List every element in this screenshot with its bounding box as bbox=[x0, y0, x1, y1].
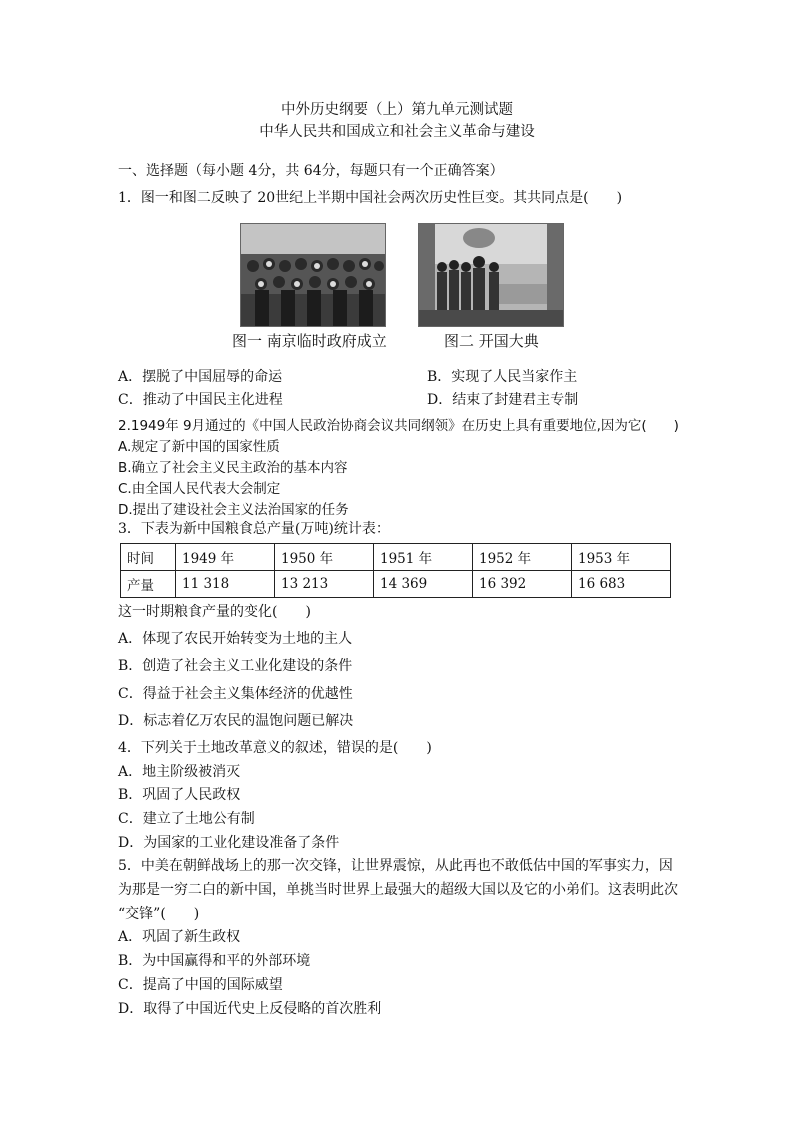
table-cell: 1949 年 bbox=[176, 544, 275, 571]
q3-option-b[interactable]: B．创造了社会主义工业化建设的条件 bbox=[118, 658, 353, 674]
q5-option-d[interactable]: D．取得了中国近代史上反侵略的首次胜利 bbox=[118, 1001, 382, 1017]
exam-subtitle: 中华人民共和国成立和社会主义革命与建设 bbox=[259, 124, 535, 140]
q4-option-d[interactable]: D．为国家的工业化建设准备了条件 bbox=[118, 835, 340, 851]
photo-crowd-illustration bbox=[241, 224, 385, 326]
table-cell: 16 392 bbox=[473, 571, 572, 598]
grain-output-table bbox=[120, 543, 671, 598]
q1-option-a[interactable]: A．摆脱了中国屈辱的命运 bbox=[118, 369, 283, 385]
q1-option-b[interactable]: B．实现了人民当家作主 bbox=[427, 369, 578, 385]
q4-option-a[interactable]: A．地主阶级被消灭 bbox=[118, 764, 241, 780]
q4-option-c[interactable]: C．建立了土地公有制 bbox=[118, 811, 255, 827]
q5-stem-line-3: “交锋”( ) bbox=[118, 906, 200, 922]
q2-option-c[interactable]: C.由全国人民代表大会制定 bbox=[118, 481, 281, 497]
table-cell: 13 213 bbox=[275, 571, 374, 598]
q3-option-c[interactable]: C．得益于社会主义集体经济的优越性 bbox=[118, 686, 353, 702]
q2-stem: 2.1949年 9月通过的《中国人民政治协商会议共同纲领》在历史上具有重要地位,因为它( ) bbox=[118, 418, 679, 434]
photo-ceremony-illustration bbox=[419, 224, 563, 326]
q5-option-b[interactable]: B．为中国赢得和平的外部环境 bbox=[118, 953, 311, 969]
table-cell: 时间 bbox=[121, 544, 176, 571]
table-cell: 14 369 bbox=[374, 571, 473, 598]
table-cell: 产量 bbox=[121, 571, 176, 598]
q5-option-a[interactable]: A．巩固了新生政权 bbox=[118, 929, 241, 945]
q3-option-a[interactable]: A．体现了农民开始转变为土地的主人 bbox=[118, 631, 353, 647]
q5-stem-line-1: 5．中美在朝鲜战场上的那一次交锋，让世界震惊，从此再也不敢低估中国的军事实力，因 bbox=[118, 858, 673, 874]
section-heading: 一、选择题（每小题 4分，共 64分，每题只有一个正确答案） bbox=[118, 163, 504, 179]
q5-stem-line-2: 为那是一穷二白的新中国，单挑当时世界上最强大的超级大国以及它的小弟们。这表明此次 bbox=[118, 882, 678, 898]
table-cell: 1950 年 bbox=[275, 544, 374, 571]
table-row bbox=[121, 571, 671, 598]
table-cell: 1952 年 bbox=[473, 544, 572, 571]
table-cell: 1953 年 bbox=[572, 544, 671, 571]
q3-follow: 这一时期粮食产量的变化( ) bbox=[118, 604, 311, 620]
q4-stem: 4．下列关于土地改革意义的叙述，错误的是( ) bbox=[118, 740, 432, 756]
q3-option-d[interactable]: D．标志着亿万农民的温饱问题已解决 bbox=[118, 713, 354, 729]
q5-option-c[interactable]: C．提高了中国的国际威望 bbox=[118, 977, 283, 993]
q1-option-c[interactable]: C．推动了中国民主化进程 bbox=[118, 392, 283, 408]
exam-title: 中外历史纲要（上）第九单元测试题 bbox=[281, 102, 513, 118]
q4-option-b[interactable]: B．巩固了人民政权 bbox=[118, 787, 241, 803]
q1-option-d[interactable]: D．结束了封建君主专制 bbox=[427, 392, 579, 408]
q2-option-a[interactable]: A.规定了新中国的国家性质 bbox=[118, 439, 280, 455]
photo-caption-2: 图二 开国大典 bbox=[444, 332, 539, 350]
table-cell: 1951 年 bbox=[374, 544, 473, 571]
photo-caption-1: 图一 南京临时政府成立 bbox=[232, 332, 387, 350]
table-cell: 16 683 bbox=[572, 571, 671, 598]
table-cell: 11 318 bbox=[176, 571, 275, 598]
table-row bbox=[121, 544, 671, 571]
photo-nanjing-government bbox=[240, 223, 386, 327]
q3-stem: 3．下表为新中国粮食总产量(万吨)统计表： bbox=[118, 521, 390, 537]
q2-option-d[interactable]: D.提出了建设社会主义法治国家的任务 bbox=[118, 502, 349, 518]
q2-option-b[interactable]: B.确立了社会主义民主政治的基本内容 bbox=[118, 460, 348, 476]
photo-founding-ceremony bbox=[418, 223, 564, 327]
q1-stem: 1．图一和图二反映了 20世纪上半期中国社会两次历史性巨变。其共同点是( ) bbox=[118, 190, 623, 206]
